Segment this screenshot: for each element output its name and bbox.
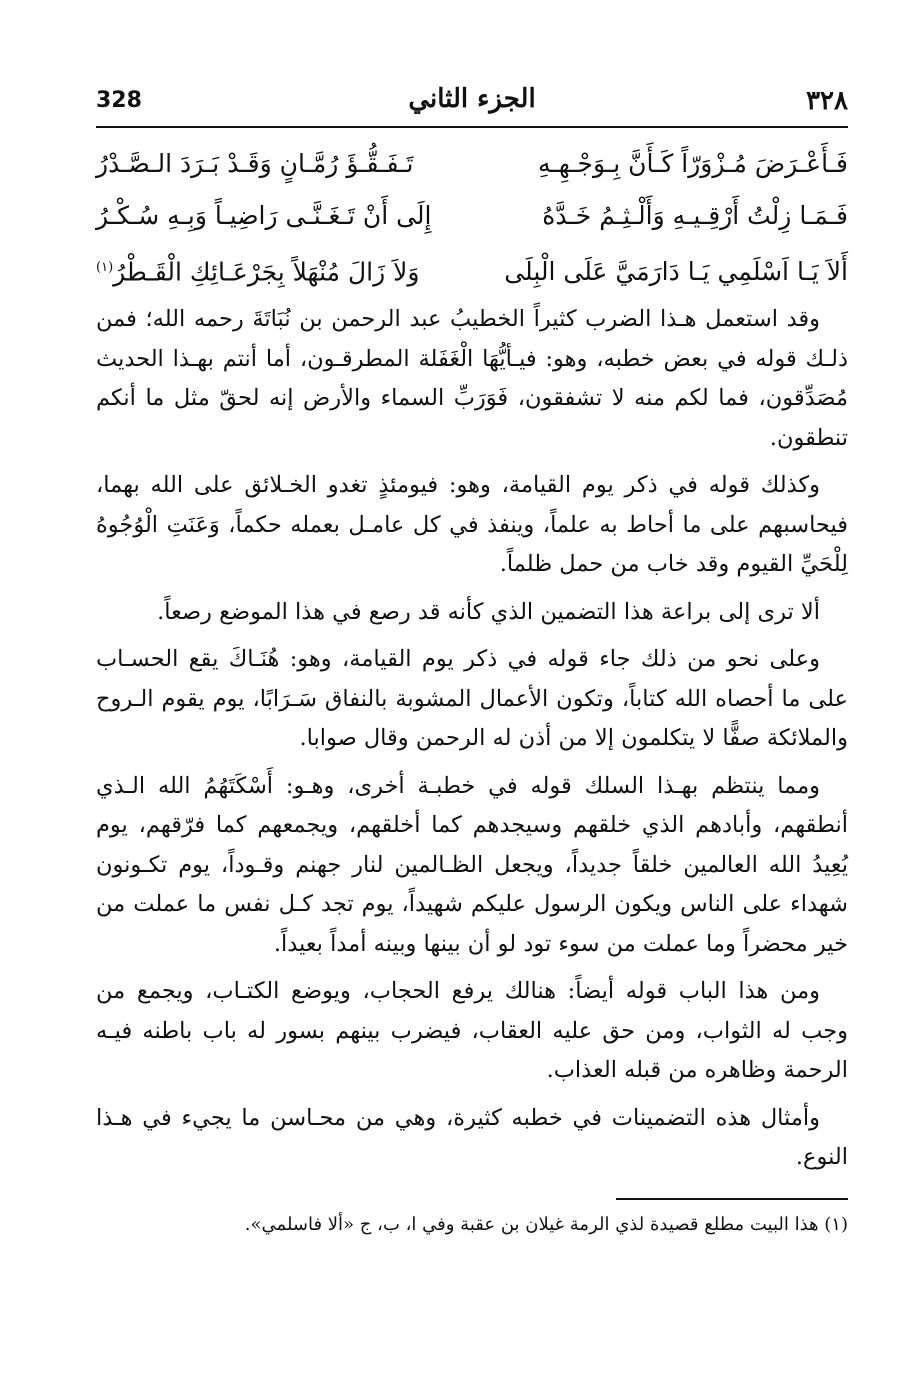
paragraph: ألا ترى إلى براعة هذا التضمين الذي كأنه قد رصع في هذا الموضع رصعاً. [157,598,820,625]
verse-first-hemistich: فَـمَـا زِلْتُ أَرْقِـيـهِ وَأَلْـثِـمُ خَـدَّهُ [542,201,848,230]
verse-line [96,242,848,294]
page-header [96,80,848,128]
verse-line [96,190,848,242]
paragraph: وقد استعمل هـذا الضرب كثيراً الخطيبُ عبد الرحمن بن نُبَاتَةَ رحمه الله؛ فمن ذلـك قوله في بعض خطبه، وهو: فيـأيُّهَا الْغَفَلة المطرقـون، أما أنتم بهـذا الحديث مُصَدِّقون، فما لكم منه لا تشفقون، فَوَرَبِّ السماء والأرض إنه لحقّ مثل ما أنكم تنطقون. [96,306,848,451]
body-text [96,300,848,1178]
verse-first-hemistich: فَـأَعْـرَضَ مُـزْوَرّاً كَـأَنَّ بِـوَجْـهِـهِ [537,149,848,178]
verse-first-hemistich: أَلاَ يَـا اَسْلَمِي يَـا دَارَمَيَّ عَلَى الْبِلَى [504,257,848,287]
part-title: الجزء الثاني [408,84,536,114]
footnote: (١) هذا البيت مطلع قصيدة لذي الرمة غيلان بن عقبة وفي ا، ب، ج «ألا فاسلمي». [244,1213,848,1235]
footnote-separator [616,1198,848,1200]
book-page [96,80,848,1240]
paragraph: وأمثال هذه التضمينات في خطبه كثيرة، وهي من محـاسن ما يجيء في هـذا النوع. [96,1104,848,1170]
page-number-latin: 328 [96,88,142,113]
paragraph: ومما ينتظم بهـذا السلك قوله في خطبـة أخرى، وهـو: أَسْكَتَهُمُ الله الـذي أنطقهم، وأبادهم الذي خلقهم وسيجدهم كما أخلقهم، ويجمعهم كما فرّقهم، يوم يُعِيدُ الله العالمين خلقاً جديداً، ويجعل الظـالمين لنار جهنم وقـوداً، يوم تكـونون شهداء على الناس ويكون الرسول عليكم شهيداً، يوم تجد كـل نفس ما عملت من خير محضراً وما عملت من سوء تود لو أن بينها وبينه أمداً بعيداً. [96,772,848,957]
paragraph: ومن هذا الباب قوله أيضاً: هنالك يرفع الحجاب، ويوضع الكتـاب، ويجمع من وجب له الثواب، ومن حق عليه العقاب، فيضرب بينهم بسور له باب باطنه فيـه الرحمة وظاهره من قبله العذاب. [96,978,848,1083]
paragraph: وعلى نحو من ذلك جاء قوله في ذكر يوم القيامة، وهو: هُنَـاكَ يقع الحسـاب على ما أحصاه الله كتاباً، وتكون الأعمال المشوبة بالنفاق سَـرَابًا، يوم يقوم الـروح والملائكة صفًّا لا يتكلمون إلا من أذن له الرحمن وقال صوابا. [96,646,848,751]
verse-line [96,138,848,190]
footnote-marker: (١) [96,260,114,275]
poem-verses [96,138,848,294]
verse-second-hemistich: إِلَى أَنْ تَـغَـنَّـى رَاضِيـاً وَبِـهِ سُـكْـرُ [96,201,432,230]
verse-second-hemistich [96,242,419,298]
verse-second-hemistich: تَـفَـقُّـؤَ رُمَّـانٍ وَقَـدْ بَـرَدَ الـصَّـدْرُ [96,149,414,178]
verse-text: وَلاَ زَالَ مُنْهَلاً بِجَرْعَـائِكِ الْقَـطْرُ [113,257,420,287]
paragraph: وكذلك قوله في ذكر يوم القيامة، وهو: فيومئذٍ تغدو الخـلائق على الله بهما، فيحاسبهم على ما أحاط به علماً، وينفذ في كل عامـل بعمله حكماً، وَعَنَتِ الْوُجُوهُ لِلْحَيِّ القيوم وقد خاب من حمل ظلماً. [96,472,848,577]
page-number-arabic: ٣٢٨ [806,86,848,116]
